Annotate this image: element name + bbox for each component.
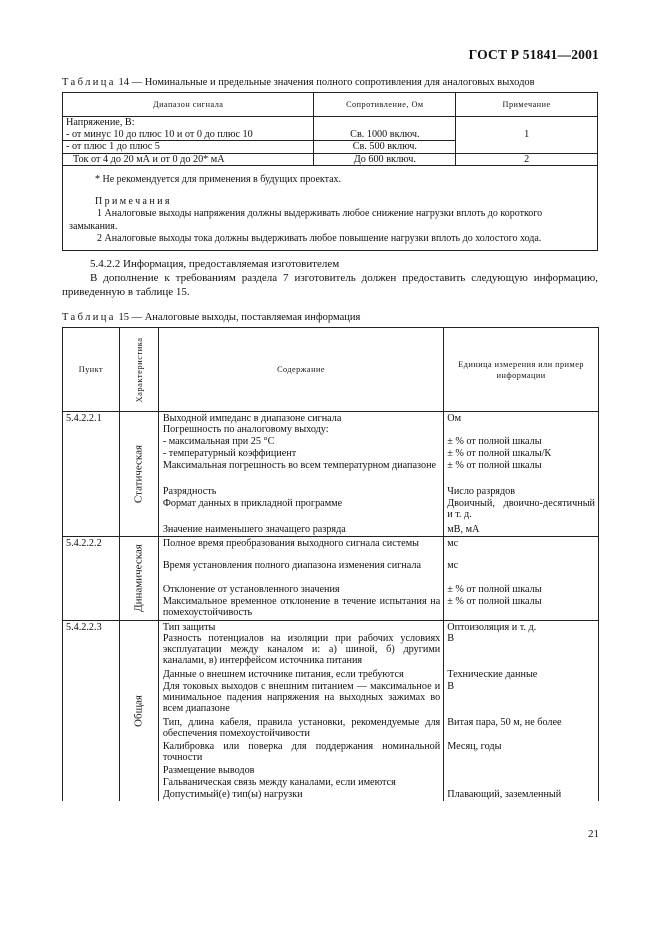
t14-signal-cell	[63, 117, 314, 141]
t15-unit-cell: Число разрядов	[444, 486, 599, 498]
t15-col-characteristic	[119, 328, 158, 412]
t14-notes-cell	[63, 166, 598, 251]
t14-note-cell: 1	[456, 117, 598, 154]
t15-unit-cell: мВ, мА	[444, 524, 599, 536]
t15-unit-cell: Ом	[444, 412, 599, 425]
t15-unit-cell	[444, 765, 599, 777]
t14-resistance-cell: Св. 500 включ.	[314, 141, 456, 154]
t15-unit-cell: Двоичный, двоично-десятичный и т. д.	[444, 498, 599, 524]
t14-signal-cell: - от плюс 1 до плюс 5	[63, 141, 314, 154]
t15-characteristic-cell	[119, 620, 158, 801]
t15-content-cell: - максимальная при 25 °С	[158, 436, 443, 448]
t14-col-signal: Диапазон сигнала	[63, 93, 314, 117]
t15-unit-cell: ± % от полной шкалы	[444, 584, 599, 596]
table14	[62, 92, 598, 251]
t15-unit-cell: Оптоизоляция и т. д.	[444, 620, 599, 633]
t15-unit-cell: мс	[444, 560, 599, 584]
section-text: В дополнение к требованиям раздела 7 изготовитель должен предоставить следующую информацию, приведенную в таблице 15.	[62, 272, 598, 298]
table14-caption-text: 14 — Номинальные и предельные значения полного сопротивления для аналоговых выходов	[115, 77, 535, 88]
t15-unit-cell	[444, 777, 599, 789]
table15-caption-label: Таблица	[62, 312, 116, 323]
t15-unit-cell: Витая пара, 50 м, не более	[444, 717, 599, 741]
table15	[62, 327, 599, 801]
t15-content-cell: Тип, длина кабеля, правила установки, рекомендуемые для обеспечения помехоустойчивости	[158, 717, 443, 741]
t15-content-cell: Значение наименьшего значащего разряда	[158, 524, 443, 536]
t15-item-cell: 5.4.2.2.2	[63, 536, 120, 620]
t15-unit-cell: ± % от полной шкалы	[444, 460, 599, 486]
table14-caption	[62, 77, 535, 88]
t15-characteristic-label: Статическая	[132, 444, 145, 503]
t15-content-cell: Максимальная погрешность во всем температурном диапазоне	[158, 460, 443, 486]
t15-content-cell: - температурный коэффициент	[158, 448, 443, 460]
t15-characteristic-cell	[119, 536, 158, 620]
t15-unit-cell: Месяц, годы	[444, 741, 599, 765]
t15-content-cell: Полное время преобразования выходного сигнала системы	[158, 536, 443, 560]
t14-notes-heading: Примечания	[95, 195, 172, 207]
t15-content-cell: Гальваническая связь между каналами, если имеются	[158, 777, 443, 789]
t14-col-note: Примечание	[456, 93, 598, 117]
t14-note-2: 2 Аналоговые выходы тока должны выдерживать любое повышение нагрузки вплоть до холостого хода.	[97, 233, 542, 244]
t14-resistance-cell: До 600 включ.	[314, 153, 456, 166]
t14-signal-text: Напряжение, В:	[66, 117, 135, 128]
t14-signal-cell: Ток от 4 до 20 мА и от 0 до 20* мА	[63, 153, 314, 166]
t15-content-cell: Размещение выводов	[158, 765, 443, 777]
t15-content-cell: Разрядность	[158, 486, 443, 498]
t14-note-1: 1 Аналоговые выходы напряжения должны выдерживать любое снижение нагрузки вплоть до короткого замыкания.	[69, 208, 543, 232]
table14-caption-label: Таблица	[62, 77, 116, 88]
t15-content-cell: Разность потенциалов на изоляции при рабочих условиях эксплуатации между каналом и: а) шиной, б) другими каналами, в) интерфейсом источника питания	[158, 633, 443, 669]
t14-signal-text: - от минус 10 до плюс 10 и от 0 до плюс 10	[66, 128, 253, 140]
t15-content-cell: Выходной импеданс в диапазоне сигнала	[158, 412, 443, 425]
t15-unit-cell: В	[444, 633, 599, 669]
t15-content-cell: Время установления полного диапазона изменения сигнала	[158, 560, 443, 584]
t15-content-cell: Допустимый(е) тип(ы) нагрузки	[158, 789, 443, 801]
t15-content-cell: Тип защиты	[158, 620, 443, 633]
t15-col-characteristic-label: Характеристика	[133, 336, 144, 403]
t15-item-cell: 5.4.2.2.3	[63, 620, 120, 801]
t15-content-cell: Данные о внешнем источнике питания, если требуются	[158, 669, 443, 681]
t15-characteristic-label: Динамическая	[132, 544, 145, 613]
t14-note-cell: 2	[456, 153, 598, 166]
t15-unit-cell: мс	[444, 536, 599, 560]
t15-characteristic-label: Общая	[132, 694, 145, 727]
t15-characteristic-cell	[119, 412, 158, 537]
t15-item-cell: 5.4.2.2.1	[63, 412, 120, 537]
t15-content-cell: Для токовых выходов с внешним питанием — максимальное и минимальное падения напряжения на выходных зажимах во всем диапазоне	[158, 681, 443, 717]
standard-header: ГОСТ Р 51841—2001	[468, 47, 599, 62]
page-number: 21	[588, 828, 599, 840]
t15-unit-cell: В	[444, 681, 599, 717]
t14-resistance-cell: Св. 1000 включ.	[314, 117, 456, 141]
t15-content-cell: Калибровка или поверка для поддержания номинальной точности	[158, 741, 443, 765]
t15-unit-cell: ± % от полной шкалы	[444, 436, 599, 448]
t15-unit-cell: ± % от полной шкалы/К	[444, 448, 599, 460]
table15-caption-text: 15 — Аналоговые выходы, поставляемая информация	[115, 312, 361, 323]
t15-col-content: Содержание	[158, 328, 443, 412]
t15-col-unit: Единица измерения или пример информации	[444, 328, 599, 412]
t15-unit-cell: Плавающий, заземленный	[444, 789, 599, 801]
t15-unit-cell	[444, 424, 599, 436]
t15-unit-cell: ± % от полной шкалы	[444, 596, 599, 620]
t15-unit-cell: Технические данные	[444, 669, 599, 681]
t14-footnote: * Не рекомендуется для применения в будущих проектах.	[95, 174, 342, 185]
t15-content-cell: Формат данных в прикладной программе	[158, 498, 443, 524]
section-title: 5.4.2.2 Информация, предоставляемая изготовителем	[90, 258, 340, 270]
t15-content-cell: Отклонение от установленного значения	[158, 584, 443, 596]
t14-col-resistance: Сопротивление, Ом	[314, 93, 456, 117]
t15-content-cell: Погрешность по аналоговому выходу:	[158, 424, 443, 436]
section-5-4-2-2	[62, 257, 598, 299]
t15-col-item: Пункт	[63, 328, 120, 412]
t15-content-cell: Максимальное временное отклонение в течение испытания на помехоустойчивость	[158, 596, 443, 620]
table15-caption	[62, 312, 360, 323]
